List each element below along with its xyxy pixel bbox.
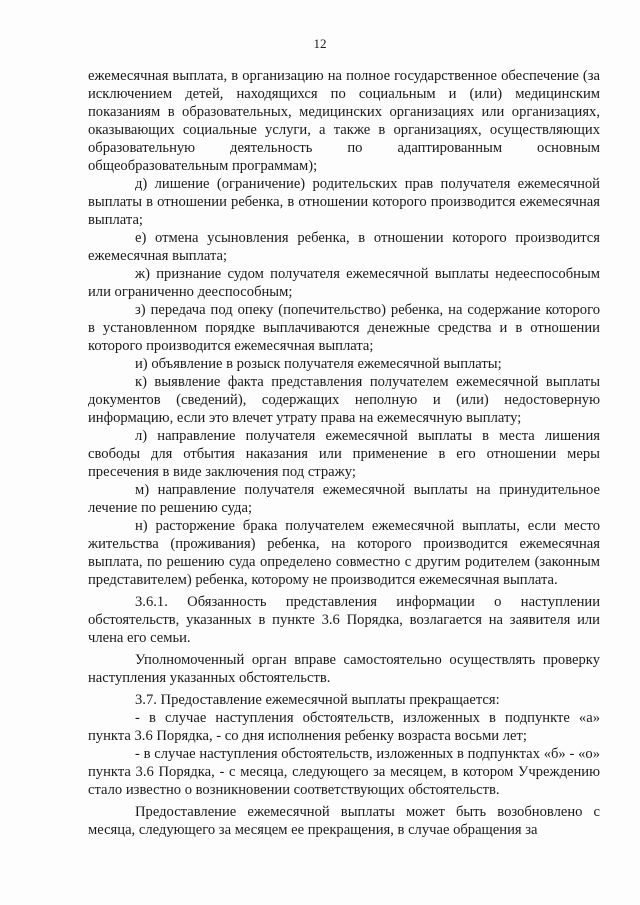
paragraph-item-m: м) направление получателя ежемесячной выплаты на принудительное лечение по решению суда; [88,482,600,516]
paragraph-case-b-o: - в случае наступления обстоятельств, изложенных в подпунктах «б» - «о» пункта 3.6 Порядка, - с месяца, следующего за месяцем, в котором Учреждению стало известно о возникновении соответствующих обстоятельств. [88,746,600,798]
paragraph-item-l: л) направление получателя ежемесячной выплаты в места лишения свободы для отбытия наказания или применение в его отношении меры пресечения в виде заключения под стражу; [88,428,600,480]
paragraph-item-z: з) передача под опеку (попечительство) ребенка, на содержание которого в установленном порядке выплачиваются денежные средства и в отношении которого производится ежемесячная выплата; [88,302,600,354]
paragraph-verification: Уполномоченный орган вправе самостоятельно осуществлять проверку наступления указанных обстоятельств. [88,652,600,686]
paragraph-continuation: ежемесячная выплата, в организацию на полное государственное обеспечение (за исключением детей, находящихся по социальным и (или) медицинским показаниям в образовательных, медицинских организациях или организациях, оказывающих социальные услуги, а также в организациях, осуществляющих образовательную деятельность по адаптированным основным общеобразовательным программам); [88,68,600,174]
page-number: 12 [313,36,327,51]
paragraph-resumption: Предоставление ежемесячной выплаты может быть возобновлено с месяца, следующего за месяцем ее прекращения, в случае обращения за [88,804,600,838]
paragraph-item-i: и) объявление в розыск получателя ежемесячной выплаты; [135,356,502,372]
document-body [88,67,600,839]
paragraph-3-6-1: 3.6.1. Обязанность представления информации о наступлении обстоятельств, указанных в пункте 3.6 Порядка, возлагается на заявителя или члена его семьи. [88,594,600,646]
paragraph-case-a: - в случае наступления обстоятельств, изложенных в подпункте «а» пункта 3.6 Порядка, - со дня исполнения ребенку возраста восьми лет; [88,710,600,744]
paragraph-item-k: к) выявление факта представления получателем ежемесячной выплаты документов (сведений), содержащих неполную и (или) недостоверную информацию, если это влечет утрату права на ежемесячную выплату; [88,374,600,426]
paragraph-item-zh: ж) признание судом получателя ежемесячной выплаты недееспособным или ограниченно дееспособным; [88,266,600,300]
paragraph-3-7: 3.7. Предоставление ежемесячной выплаты прекращается: [135,692,500,708]
paragraph-item-n: н) расторжение брака получателем ежемесячной выплаты, если место жительства (проживания) ребенка, на которого производится ежемесячная выплата, по решению суда определено совместно с другим родителем (законным представителем) ребенка, которому не производится ежемесячная выплата. [88,518,600,588]
paragraph-item-d: д) лишение (ограничение) родительских прав получателя ежемесячной выплаты в отношении ребенка, в отношении которого производится ежемесячная выплата; [88,176,600,228]
paragraph-item-e: е) отмена усыновления ребенка, в отношении которого производится ежемесячная выплата; [88,230,600,264]
